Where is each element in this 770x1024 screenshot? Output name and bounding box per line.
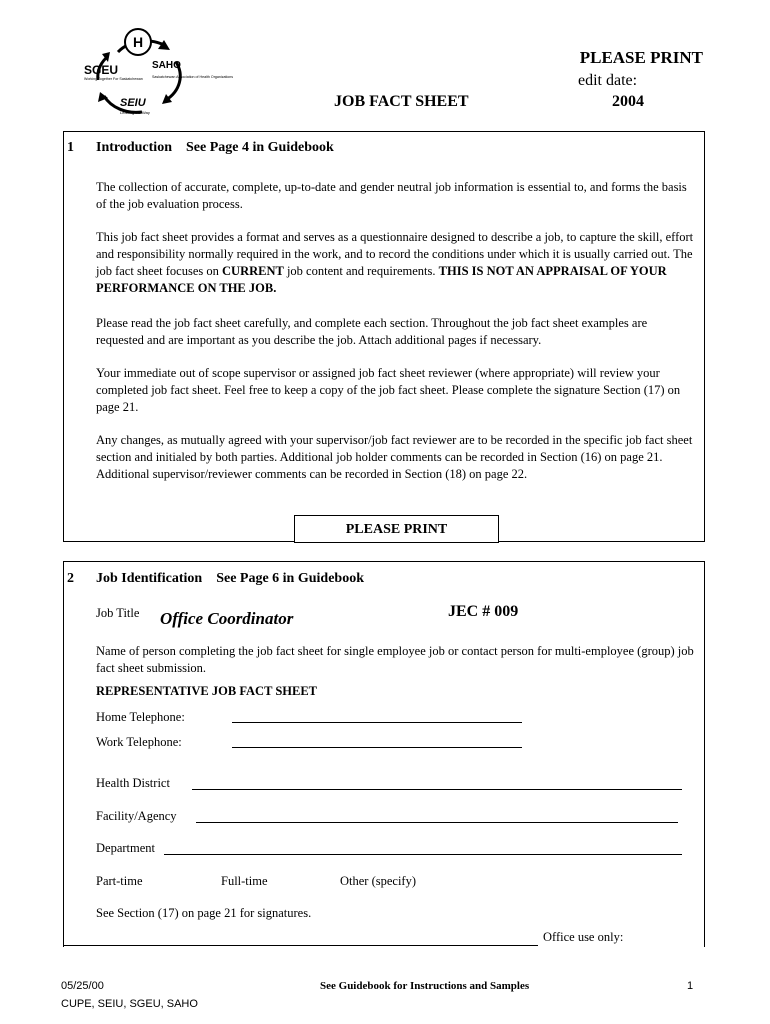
- home-telephone-field[interactable]: [232, 722, 522, 723]
- page-number: 1: [687, 980, 694, 992]
- job-title-label: Job Title: [96, 606, 140, 620]
- intro-p2-text: This job fact sheet provides a format and serves as a questionnaire designed to describe a job, to capture the skill, effort and responsibility normally required in the work, and to record the conditions under which it is usually carried out. The job fact sheet focuses on: [96, 230, 694, 278]
- please-print-heading: PLEASE PRINT: [579, 48, 703, 67]
- intro-paragraph-2: [96, 229, 696, 297]
- edit-date-label: edit date:: [578, 72, 638, 89]
- section-heading: [96, 571, 364, 587]
- office-use-divider: [63, 945, 538, 946]
- section-heading: [96, 140, 334, 156]
- footer-orgs: CUPE, SEIU, SGEU, SAHO: [61, 998, 198, 1010]
- please-print-box: PLEASE PRINT: [294, 515, 499, 543]
- work-telephone-label: Work Telephone:: [96, 735, 182, 749]
- signatures-note: See Section (17) on page 21 for signatures.: [96, 906, 312, 920]
- intro-paragraph-5: Any changes, as mutually agreed with your supervisor/job fact reviewer are to be recorded in the specific job fact sheet section and initialed by both parties. Additional job holder comments can be recorded in Section (16) on page 21. Additional supervisor/reviewer comments can be recorded in Section (18) on page 22.: [96, 433, 693, 481]
- logo-saho: SAHO: [152, 60, 181, 71]
- logo-seiu-tagline: Leading the Way: [120, 110, 150, 115]
- facility-agency-field[interactable]: [196, 822, 678, 823]
- intro-paragraph-3: Please read the job fact sheet carefully, and complete each section. Throughout the job fact sheet examples are requested and are important as you describe the job. Attach additional pages if necessary.: [96, 316, 648, 347]
- section-title: Job Identification: [96, 571, 203, 586]
- job-title-value[interactable]: Office Coordinator: [160, 609, 294, 628]
- intro-p2-notice: THIS IS NOT AN APPRAISAL OF YOUR PERFORMANCE ON THE JOB.: [96, 264, 667, 295]
- section-guidebook-ref: See Page 4 in Guidebook: [185, 140, 334, 155]
- work-telephone-field[interactable]: [232, 747, 522, 748]
- section-introduction: [63, 131, 705, 542]
- logo-sgeu: SGEU: [84, 63, 119, 77]
- logo-saho-full: Saskatchewan Association of Health Organizations: [152, 75, 234, 79]
- section-guidebook-ref: See Page 6 in Guidebook: [216, 571, 364, 586]
- facility-agency-label: Facility/Agency: [96, 809, 177, 823]
- home-telephone-label: Home Telephone:: [96, 710, 185, 724]
- intro-p2-current: CURRENT: [222, 264, 284, 278]
- office-use-label: Office use only:: [543, 930, 624, 944]
- health-district-label: Health District: [96, 776, 170, 790]
- section-job-identification: [63, 561, 705, 947]
- jec-number: JEC # 009: [448, 603, 519, 620]
- intro-paragraph-1: The collection of accurate, complete, up-to-date and gender neutral job information is essential to, and forms the basis of the job evaluation process.: [96, 180, 687, 211]
- section-title: Introduction: [96, 140, 172, 155]
- department-label: Department: [96, 841, 156, 855]
- footer-date: 05/25/00: [61, 980, 104, 992]
- intro-paragraph-4: Your immediate out of scope supervisor or assigned job fact sheet reviewer (where appropriate) will review your completed job fact sheet. Feel free to keep a copy of the job fact sheet. Please complete the signature Section (17) on page 21.: [96, 366, 681, 414]
- logo-seiu: SEIU: [120, 97, 146, 109]
- representative-label: REPRESENTATIVE JOB FACT SHEET: [96, 684, 318, 698]
- svg-text:H: H: [132, 34, 144, 50]
- intro-p2-text-2: job content and requirements.: [283, 264, 439, 278]
- edit-date-value: 2004: [612, 93, 644, 110]
- footer-guidebook-note: See Guidebook for Instructions and Samples: [320, 980, 530, 992]
- part-time-option[interactable]: Part-time: [96, 874, 143, 888]
- logo-sgeu-tagline: Working Together For Saskatchewan: [84, 77, 143, 81]
- section-number: 1: [67, 140, 74, 155]
- union-logos-icon: [80, 22, 234, 122]
- section-number: 2: [67, 571, 74, 586]
- document-title: JOB FACT SHEET: [334, 93, 469, 110]
- name-instructions: Name of person completing the job fact sheet for single employee job or contact person for multi-employee (group) job fact sheet submission.: [96, 644, 694, 675]
- department-field[interactable]: [164, 854, 682, 855]
- full-time-option[interactable]: Full-time: [221, 874, 268, 888]
- health-district-field[interactable]: [192, 789, 682, 790]
- section-right-border: [704, 930, 705, 946]
- other-specify-option[interactable]: Other (specify): [340, 874, 417, 888]
